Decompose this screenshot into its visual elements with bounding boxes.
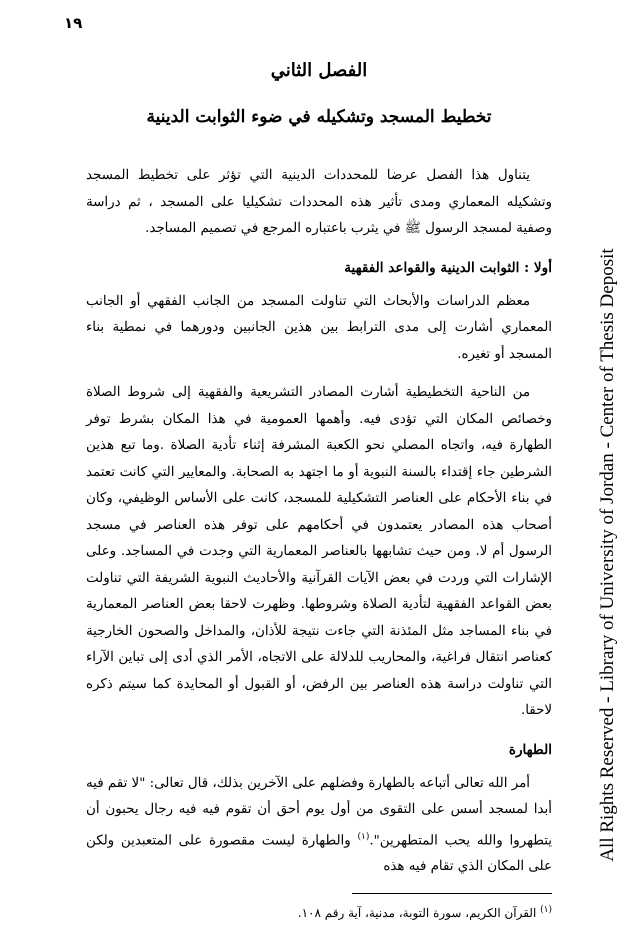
- section1-paragraph-2: من الناحية التخطيطية أشارت المصادر التشريعية والفقهية إلى شروط الصلاة وخصائص المكان التي تؤدى فيه. وأهمها العمومية في هذا المكان بشرط توفر الطهارة فيه، واتجاه المصلي نحو الكعبة المشرفة إثناء تأدية الصلاة .وما تبع هذين الشرطين جاء إقتداء بالسنة النبوية أو ما اجتهد به الصحابة. والمعايير التي كانت تعتمد في بناء الأحكام على العناصر التشكيلية للمسجد، كانت على الأساس الوظيفي، وكان أصحاب هذه المصادر يعتمدون في أحكامهم على توفر هذه العناصر في مسجد الرسول أم لا. ومن حيث تشابهها بالعناصر المعمارية التي وجدت في المساجد. وعلى الإشارات التي وردت في بعض الآيات القرآنية والأحاديث النبوية الشريفة التي تناولت بعض القواعد الفقهية لتأدية الصلاة وشروطها. وظهرت لاحقا بعض العناصر المعمارية في بناء المساجد مثل المئذنة التي جاءت نتيجة للأذان، والمداخل والصحون الخارجية كعناصر انتقال فراغية، والمحاريب للدلالة على الاتجاه، الأمر الذي أدى إلى تباين الآراء التي تناولت دراسة هذه العناصر بين الرفض، أو القبول أو المحايدة كما سيتم ذكره لاحقا.: [86, 385, 552, 718]
- footnote-marker: (١): [540, 904, 552, 915]
- section1-paragraph-1: معظم الدراسات والأبحاث التي تناولت المسجد من الجانب الفقهي أو الجانب المعماري أشارت إلى مدى الترابط بين هذين الجانبين ودورهما في نمطية بناء المسجد أو تغيره.: [86, 293, 552, 362]
- document-body: [86, 60, 552, 923]
- purity-paragraph: [86, 771, 552, 881]
- chapter-title: الفصل الثاني: [270, 60, 368, 81]
- section-heading-purity: الطهارة: [508, 741, 552, 758]
- rights-reserved-side-label: All Rights Reserved - Library of University of Jordan - Center of Thesis Deposit: [597, 248, 618, 862]
- footnote-divider: [352, 893, 552, 894]
- section-heading-religious-constants: أولا : الثوابت الدينية والقواعد الفقهية: [344, 259, 552, 276]
- footnote: [86, 900, 552, 923]
- chapter-subtitle: تخطيط المسجد وتشكيله في ضوء الثوابت الدينية: [146, 107, 492, 127]
- purity-paragraph-tail: والطهارة ليست مقصورة على المتعبدين ولكن على المكان الذي تقام فيه هذه: [86, 832, 552, 875]
- footnote-reference: (١): [357, 831, 370, 842]
- intro-paragraph: يتناول هذا الفصل عرضا للمحددات الدينية التي تؤثر على تخطيط المسجد وتشكيله المعماري ومدى تأثير هذه المحددات تشكيليا على المسجد ، ثم دراسة وصفية لمسجد الرسول ﷺ في يثرب باعتباره المرجع في تصميم المساجد.: [86, 168, 552, 236]
- page-number: ١٩: [64, 14, 83, 32]
- footnote-text: القرآن الكريم، سورة التوبة، مدنية، آية رقم ١٠٨.: [297, 905, 541, 920]
- purity-paragraph-main: أمر الله تعالى أتباعه بالطهارة وفضلهم على الآخرين بذلك، قال تعالى: "لا تقم فيه أبدا لمسجد أسس على التقوى من أول يوم أحق أن تقوم فيه فيه رجال يحبون أن يتطهروا والله يحب المتطهرين".: [86, 775, 553, 848]
